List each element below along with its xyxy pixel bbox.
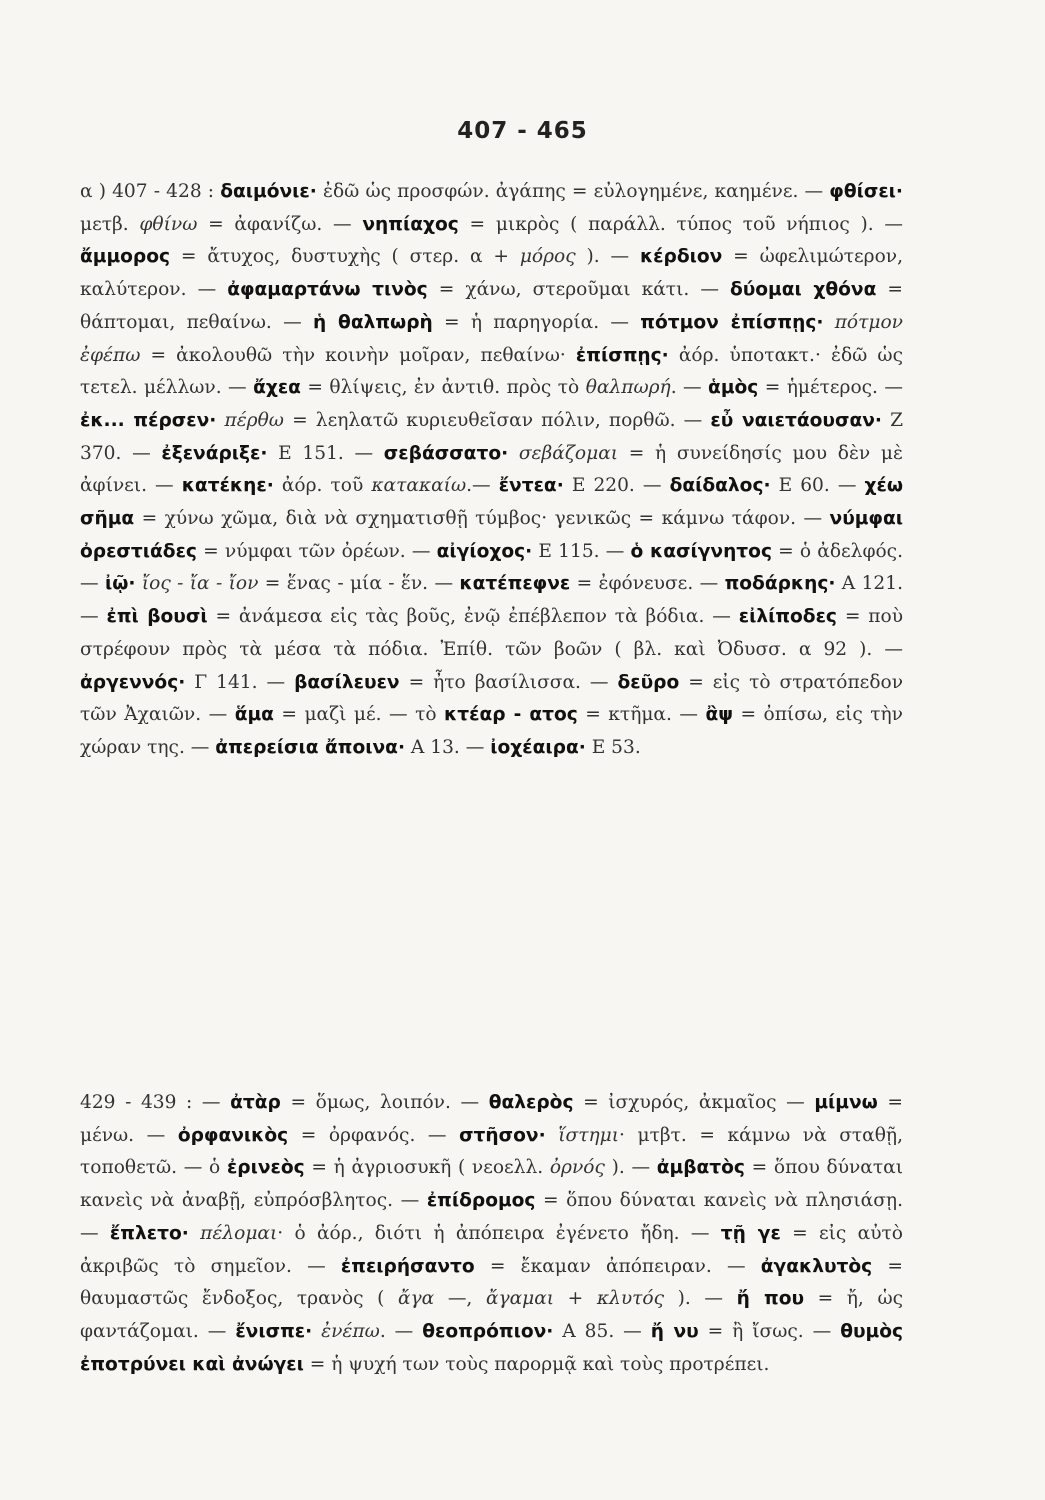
page-header: 407 - 465 (457, 118, 588, 144)
headword: φθίσει· (829, 181, 903, 202)
gloss-text: = ὁ ἀδελφός. — (80, 540, 904, 595)
headword: ἤ νυ (650, 1320, 699, 1342)
gloss-text: —, (434, 1288, 486, 1310)
gloss-text: = ἀφανίζω. — (197, 213, 363, 235)
headword: εἰλίποδες (738, 606, 837, 628)
headword: ἐπὶ βουσὶ (106, 606, 208, 628)
gloss-text: = ὅπου δύναται κανεὶς νὰ ἀναβῇ, εὐπρόσβλητος. — (80, 1157, 903, 1212)
gloss-text: · μτβτ. = κάμνω νὰ σταθῇ, τοποθετῶ. — ὁ (80, 1124, 903, 1179)
headword: πότμον ἐπίσπῃς· (640, 311, 824, 333)
gloss-text: = λεηλατῶ κυριευθεῖσαν πόλιν, πορθῶ. — (283, 409, 711, 431)
gloss-text: = ἤ, ὡς φαντάζομαι. — (80, 1288, 904, 1342)
gloss-text: . — (379, 1320, 423, 1342)
gloss-text: Ε 151. — (267, 442, 384, 464)
headword: ἀπερείσια ἄποινα· (215, 736, 406, 758)
gloss-text: = χάνω, στεροῦμαι κάτι. — (427, 279, 730, 301)
headword: σεβάσσατο· (383, 442, 509, 464)
headword: θεοπρόπιον· (422, 1320, 554, 1342)
gloss-text: = ὠφελιμώτερον, καλύτερον. — (80, 246, 903, 301)
gloss-text: = ἡ ψυχή των τοὺς παρορμᾷ καὶ τοὺς προτρέπει. (303, 1353, 770, 1375)
headword: ἐπίδρομος (426, 1190, 536, 1212)
headword: ἅμα (234, 704, 274, 726)
gloss-text: Ε 115. — (532, 540, 631, 562)
gloss-text: = εἰς τὸ στρατόπεδον τῶν Ἀχαιῶν. — (80, 671, 904, 726)
headword: ἄχεα (253, 377, 301, 399)
gloss-text (189, 1223, 200, 1244)
italic-term: κατακαίω (371, 475, 467, 497)
headword: ἐρινεὸς (226, 1157, 305, 1179)
gloss-text: = μαζὶ μέ. — τὸ (273, 704, 445, 726)
headword: δύομαι χθόνα (729, 279, 877, 301)
gloss-text: = ἄτυχος, δυστυχὴς ( στερ. α + (170, 246, 520, 268)
headword: ἐπίσπῃς· (575, 344, 669, 366)
headword: ἀφαμαρτάνω τινὸς (227, 279, 428, 301)
italic-term: ἵστημι (558, 1124, 620, 1146)
headword: ἀργεννός· (80, 671, 186, 693)
gloss-text: = ὅπου δύναται κανεὶς νὰ πλησιάσῃ. — (80, 1190, 903, 1244)
headword: εὖ ναιετάουσαν· (710, 409, 882, 431)
gloss-text: = κτῆμα. — (577, 704, 706, 726)
headword: βασίλευεν (294, 671, 400, 693)
headword: θαλερὸς (488, 1092, 574, 1113)
headword: ἔντεα· (498, 475, 564, 497)
gloss-text: ). — (604, 1157, 657, 1179)
gloss-text: ἀόρ. ὑποτακτ.· ἐδῶ ὡς τετελ. μέλλων. — (80, 344, 903, 399)
headword: ὀρφανικὸς (177, 1124, 289, 1146)
italic-term: ἐνέπω (321, 1320, 380, 1342)
headword: ἀτὰρ (230, 1092, 281, 1113)
italic-term: πότμον ἐφέπω (80, 311, 903, 366)
gloss-text: = ἡ παρηγορία. — (432, 311, 641, 333)
headword: τῇ γε (720, 1222, 781, 1244)
gloss-text: · ὁ ἀόρ., διότι ἡ ἀπόπειρα ἐγένετο ἤδη. — (277, 1222, 721, 1244)
commentary-section (80, 176, 903, 765)
gloss-text: = ἀνάμεσα εἰς τὰς βοῦς, ἐνῷ ἐπέβλεπον τὰ βόδια. — (207, 606, 739, 628)
gloss-text: Α 121. — (80, 573, 903, 628)
gloss-text: = ἔκαμαν ἀπόπειραν. — (474, 1255, 761, 1277)
headword: ἂψ (705, 704, 733, 726)
gloss-text: + (554, 1288, 597, 1310)
gloss-text: = ἐφόνευσε. — (570, 573, 725, 595)
gloss-text (312, 1321, 321, 1342)
headword: ἰοχέαιρα· (490, 736, 586, 758)
headword: ποδάρκης· (724, 573, 836, 595)
gloss-text: Ε 53. (585, 736, 641, 758)
gloss-text: = μικρὸς ( παράλλ. τύπος τοῦ νήπιος ). — (458, 213, 904, 235)
gloss-text: . — (670, 377, 709, 399)
gloss-text: Α 85. — (553, 1320, 651, 1342)
gloss-text: = ὀπίσω, εἰς τὴν χώραν της. — (80, 704, 903, 758)
gloss-text (823, 312, 834, 333)
headword: ἄμμορος (80, 246, 171, 268)
italic-term: ἄγαμαι (485, 1288, 555, 1310)
italic-term: θαλπωρή (585, 377, 671, 399)
gloss-text: = ἕνας - μία - ἕν. — (258, 573, 460, 595)
gloss-text: μετβ. (80, 213, 140, 235)
gloss-text: = ἀκολουθῶ τὴν κοινὴν μοῖραν, πεθαίνω· (140, 344, 576, 366)
headword: ἰῷ· (104, 573, 136, 595)
headword: κτέαρ - ατος (444, 704, 578, 726)
gloss-text: = νύμφαι τῶν ὀρέων. — (196, 540, 437, 562)
gloss-text: .— (466, 475, 499, 497)
headword: δεῦρο (617, 671, 680, 693)
headword: αἰγίοχος· (436, 540, 533, 562)
italic-term: πέρθω (224, 409, 284, 431)
gloss-text: Ε 60. — (770, 475, 865, 497)
gloss-text: Γ 141. — (185, 671, 295, 693)
gloss-text: = ἰσχυρός, ἀκμαῖος — (573, 1092, 815, 1113)
gloss-text: α ) 407 - 428 : (80, 181, 221, 202)
gloss-text: = χύνω χῶμα, διὰ νὰ σχηματισθῇ τύμβος· γενικῶς = κάμνω τάφον. — (134, 508, 830, 530)
italic-term: κλυτός (596, 1288, 665, 1310)
headword: ἀμβατὸς (656, 1157, 745, 1179)
headword: δαιμόνιε· (220, 181, 317, 202)
gloss-text: = ἡ ἀγριοσυκῆ ( νεοελλ. (304, 1157, 550, 1179)
gloss-text: = ὀρφανός. — (288, 1124, 460, 1146)
italic-term: ὀρνός (549, 1157, 605, 1179)
gloss-text: ). — (664, 1288, 737, 1310)
gloss-text: = ποὺ στρέφουν πρὸς τὰ μέσα τὰ πόδια. Ἐπίθ. τῶν βοῶν ( βλ. καὶ Ὀδυσσ. α 92 ). — (80, 606, 903, 660)
headword: ὁ κασίγνητος (630, 540, 772, 562)
headword: νύμφαι ὀρεστιάδες (80, 508, 903, 562)
gloss-text: = ἢ ἴσως. — (698, 1320, 841, 1342)
gloss-text (546, 1125, 559, 1146)
gloss-text: ἐδῶ ὡς προσφών. ἀγάπης = εὐλογημένε, καημένε. — (316, 181, 830, 202)
headword: κατέπεφνε (459, 573, 571, 595)
headword: ἔνισπε· (235, 1320, 313, 1342)
headword: κέρδιον (639, 246, 723, 268)
headword: χέω σῆμα (80, 475, 904, 530)
headword: δαίδαλος· (669, 475, 771, 497)
headword: μίμνω (814, 1092, 878, 1113)
headword: ἐκ... πέρσεν· (80, 409, 217, 431)
headword: ἐπειρήσαντο (340, 1255, 475, 1277)
gloss-text: = ἡ συνείδησίς μου δὲν μὲ ἀφίνει. — (80, 442, 903, 497)
italic-term: φθίνω (139, 213, 198, 235)
gloss-text: = ὅμως, λοιπόν. — (280, 1092, 489, 1113)
headword: ἀγακλυτὸς (760, 1255, 873, 1277)
gloss-text: 429 - 439 : — (80, 1092, 231, 1113)
headword: θυμὸς ἐποτρύνει καὶ ἀνώγει (80, 1320, 904, 1375)
gloss-text: ἀόρ. τοῦ (273, 475, 372, 497)
headword: ἁμὸς (708, 377, 759, 399)
italic-term: πέλομαι (200, 1222, 278, 1244)
gloss-text: = εἰς αὐτὸ ἀκριβῶς τὸ σημεῖον. — (80, 1222, 903, 1277)
gloss-text: ). — (575, 246, 640, 268)
gloss-text: Ζ 370. — (80, 409, 903, 464)
headword: στῆσον· (459, 1124, 546, 1146)
gloss-text: = θάπτομαι, πεθαίνω. — (80, 279, 903, 333)
headword: κατέκηε· (181, 475, 274, 497)
gloss-text: = μένω. — (80, 1092, 903, 1146)
italic-term: ἄγα (398, 1288, 435, 1310)
gloss-text (508, 443, 519, 464)
headword: ἡ θαλπωρὴ (312, 311, 433, 333)
gloss-text: Ε 220. — (563, 475, 670, 497)
headword: ἔπλετο· (109, 1222, 189, 1244)
headword: ἐξενάριξε· (161, 442, 268, 464)
gloss-text: = θαυμαστῶς ἔνδοξος, τρανὸς ( (80, 1255, 903, 1310)
italic-term: ἴος - ἴα - ἴον (141, 573, 259, 595)
headword: νηπίαχος (362, 213, 459, 235)
commentary-section (80, 1087, 903, 1381)
gloss-text: = ἦτο βασίλισσα. — (399, 671, 618, 693)
gloss-text: = θλίψεις, ἐν ἀντιθ. πρὸς τὸ (300, 377, 586, 399)
gloss-text: Α 13. — (405, 736, 491, 758)
headword: ἤ που (736, 1288, 805, 1310)
italic-term: σεβάζομαι (518, 442, 619, 464)
gloss-text: = ἡμέτερος. — (758, 377, 903, 399)
italic-term: μόρος (519, 246, 576, 268)
